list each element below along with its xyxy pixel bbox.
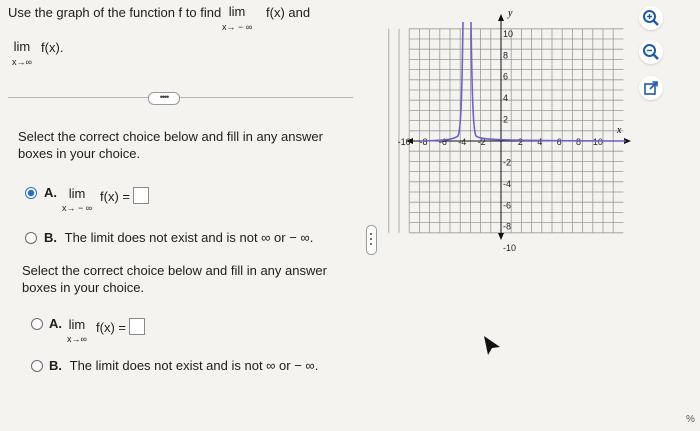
y-tick-label: -6 bbox=[503, 200, 512, 211]
y-tick-label: 4 bbox=[503, 93, 509, 104]
part2-choice-a-radio[interactable] bbox=[31, 318, 43, 330]
limit-pos-inf bbox=[12, 40, 32, 67]
part2-choice-a-expr-wrap bbox=[96, 318, 145, 335]
y-axis-arrow-up bbox=[498, 14, 504, 21]
part1-choice-b-radio[interactable] bbox=[25, 232, 37, 244]
question-text-line1 bbox=[8, 5, 221, 20]
part2-answer-box[interactable] bbox=[129, 318, 145, 335]
y-tick-label: -2 bbox=[503, 157, 512, 168]
part1-choice-a-letter: A. bbox=[44, 185, 57, 200]
mouse-cursor-icon bbox=[480, 333, 504, 357]
y-tick-label: 6 bbox=[503, 71, 509, 82]
part2-instruction-line2: boxes in your choice. bbox=[22, 280, 145, 295]
part2-choice-a-expr: f(x) = bbox=[96, 320, 126, 335]
part2-instruction-line1: Select the correct choice below and fill in any answer bbox=[22, 263, 327, 278]
function-curve-left bbox=[420, 22, 463, 141]
y-tick-label: 10 bbox=[503, 28, 514, 39]
part1-instruction-line2: boxes in your choice. bbox=[18, 146, 141, 161]
more-button[interactable]: •••• bbox=[148, 92, 180, 105]
part1-instruction-line1: Select the correct choice below and fill in any answer bbox=[18, 129, 323, 144]
section-divider bbox=[8, 97, 353, 98]
part2-limit-word: lim bbox=[68, 317, 86, 332]
part1-choice-b-text: The limit does not exist and is not ∞ or − ∞. bbox=[64, 230, 314, 245]
question-expr-2: f(x). bbox=[41, 40, 64, 55]
zoom-in-icon bbox=[639, 6, 663, 30]
x-tick-label: -4 bbox=[458, 137, 467, 147]
y-tick-label: -10 bbox=[503, 243, 517, 254]
x-tick-label: -6 bbox=[438, 137, 447, 147]
limit-approach: x→ − ∞ bbox=[222, 22, 253, 32]
part2-choice-b-letter: B. bbox=[49, 358, 62, 373]
part2-choice-b-text: The limit does not exist and is not ∞ or − ∞. bbox=[69, 358, 319, 373]
popout-button[interactable] bbox=[639, 76, 663, 100]
limit-word: lim bbox=[228, 4, 246, 19]
part1-answer-box[interactable] bbox=[133, 187, 149, 204]
part1-choice-b bbox=[44, 230, 313, 245]
part1-choice-a-radio[interactable] bbox=[25, 187, 37, 199]
corner-percent: % bbox=[686, 414, 695, 425]
limit-neg-inf bbox=[222, 5, 252, 32]
x-axis-label: x bbox=[617, 125, 622, 136]
zoom-in-button[interactable] bbox=[639, 6, 663, 30]
y-tick-label: -8 bbox=[503, 221, 512, 232]
y-tick-label: 8 bbox=[503, 50, 509, 61]
y-axis-arrow-down bbox=[498, 233, 504, 240]
panel-splitter-handle[interactable] bbox=[366, 225, 377, 255]
part2-choice-b bbox=[49, 358, 318, 373]
question-expr: f(x) and bbox=[266, 5, 311, 20]
popout-icon bbox=[639, 76, 663, 100]
part2-choice-a-limit bbox=[67, 318, 87, 344]
y-axis-label: y bbox=[508, 8, 513, 19]
part2-limit-approach: x→∞ bbox=[67, 334, 87, 344]
x-tick-label: 4 bbox=[537, 137, 543, 147]
zoom-out-button[interactable] bbox=[639, 40, 663, 64]
part2-instruction bbox=[22, 262, 327, 296]
x-tick-label: -8 bbox=[419, 137, 428, 147]
function-graph bbox=[397, 2, 638, 254]
part1-choice-a-limit bbox=[62, 187, 92, 213]
zoom-out-icon bbox=[639, 40, 663, 64]
x-tick-label: -2 bbox=[477, 137, 486, 147]
part1-choice-a-expr: f(x) = bbox=[100, 189, 130, 204]
y-tick-label: 2 bbox=[503, 114, 509, 125]
x-tick-label: 6 bbox=[556, 137, 562, 147]
part1-choice-a-expr-wrap bbox=[100, 187, 149, 204]
part1-limit-approach: x→ − ∞ bbox=[62, 203, 93, 213]
part1-limit-word: lim bbox=[68, 186, 86, 201]
part1-instruction bbox=[18, 128, 323, 162]
limit-word-2: lim bbox=[13, 39, 31, 54]
y-tick-label: -4 bbox=[503, 178, 512, 189]
x-tick-label: 8 bbox=[576, 137, 582, 147]
part2-choice-b-radio[interactable] bbox=[31, 360, 43, 372]
x-tick-label: 2 bbox=[517, 137, 523, 147]
question-prefix: Use the graph of the function f to find bbox=[8, 5, 222, 20]
part1-choice-b-letter: B. bbox=[44, 230, 57, 245]
x-tick-label: -10 bbox=[397, 137, 411, 147]
limit-approach-2: x→∞ bbox=[12, 57, 32, 67]
x-tick-label: 10 bbox=[592, 137, 603, 147]
part2-choice-a-letter: A. bbox=[49, 316, 62, 331]
